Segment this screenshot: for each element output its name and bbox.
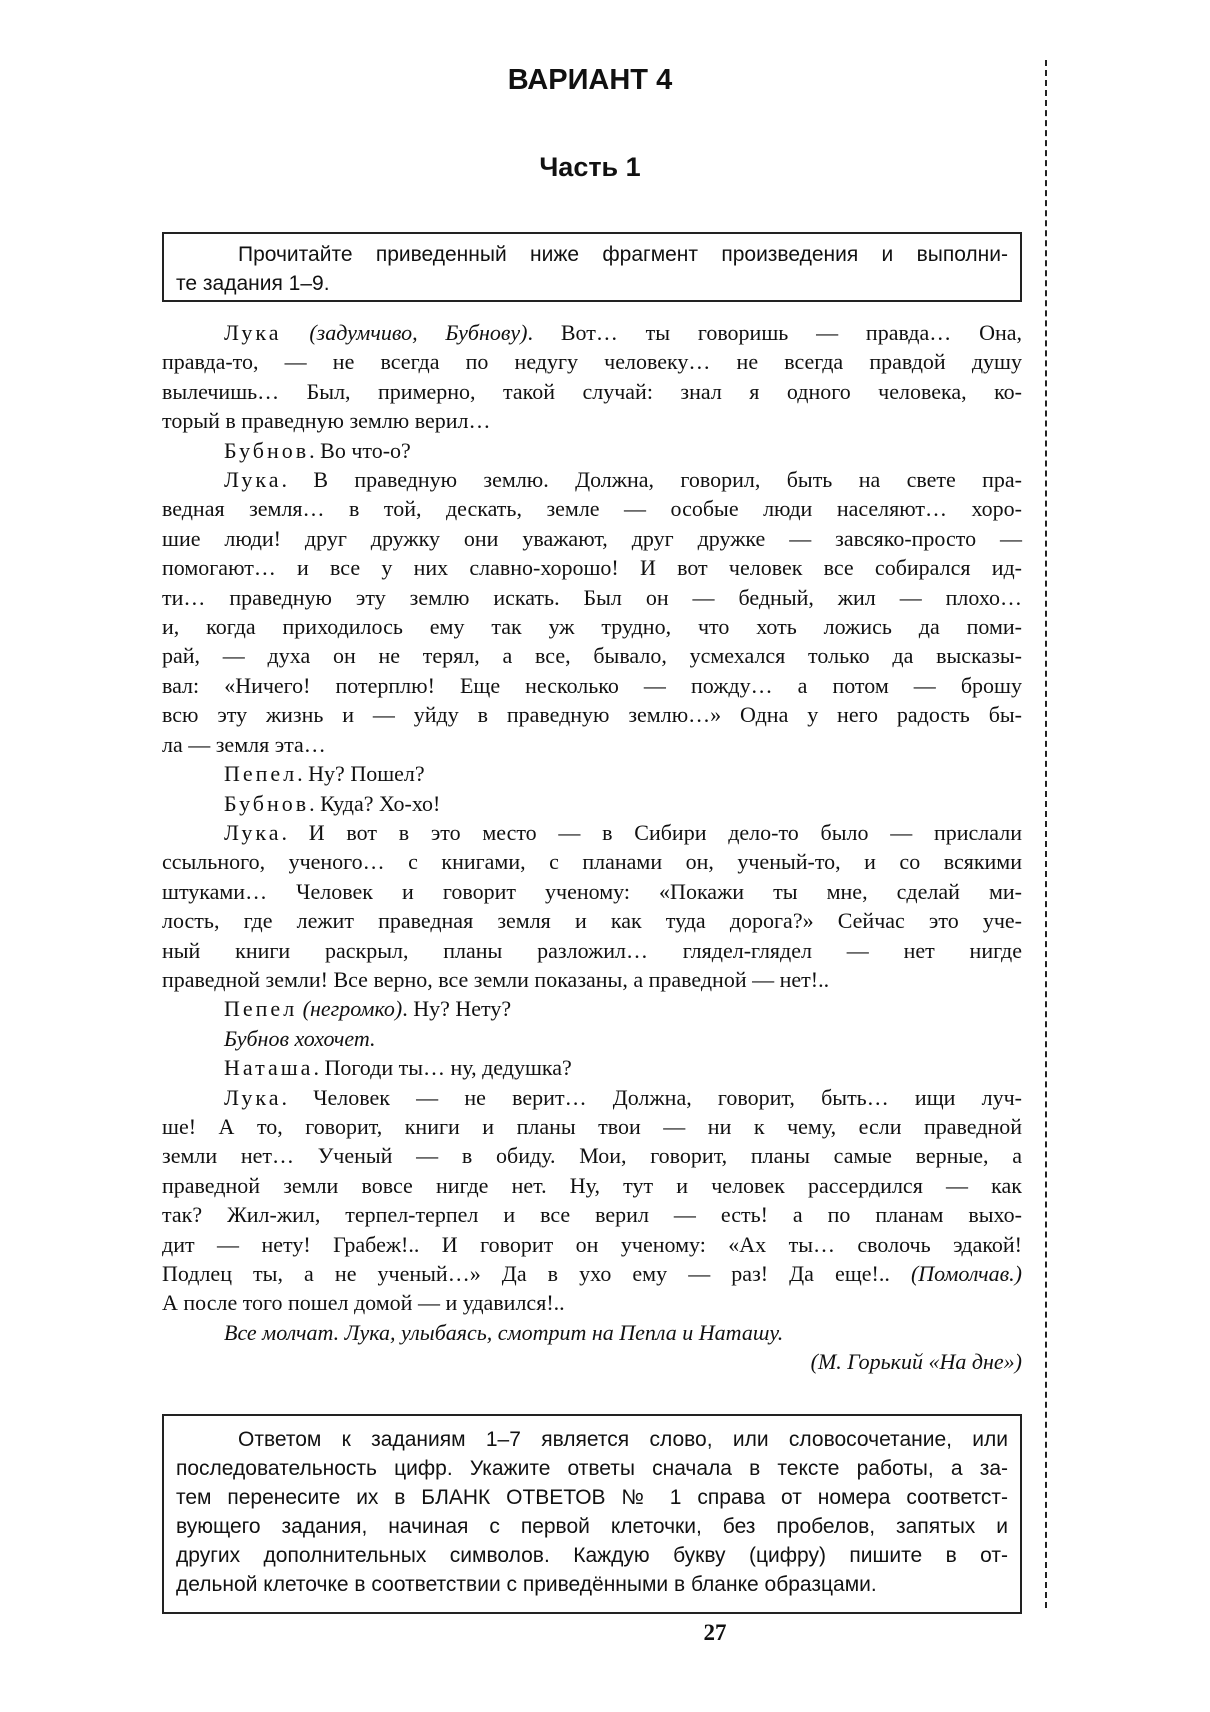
passage-line bbox=[162, 1318, 1022, 1347]
passage-line bbox=[162, 347, 1022, 376]
passage-line bbox=[162, 436, 1022, 465]
dialogue-paragraph bbox=[162, 759, 1022, 788]
passage-line bbox=[162, 818, 1022, 847]
passage-line bbox=[162, 1259, 1022, 1288]
speech-text: всю эту жизнь и — уйду в праведную землю…» Одна у него радость бы- bbox=[162, 702, 1022, 728]
speech-text: . Человек — не верит… Должна, говорит, быть… ищи луч- bbox=[281, 1084, 1022, 1110]
passage-line bbox=[162, 612, 1022, 641]
passage-line bbox=[162, 759, 1022, 788]
speaker-name: Наташа bbox=[224, 1055, 314, 1081]
speaker-name: Лука bbox=[224, 320, 282, 345]
passage-line bbox=[162, 583, 1022, 612]
instruction-line: те задания 1–9. bbox=[176, 272, 330, 295]
passage-line bbox=[162, 730, 1022, 759]
speaker-name: Лука bbox=[224, 467, 282, 493]
speech-text: земли нет… Ученый — в обиду. Мои, говорит, планы самые верные, а bbox=[162, 1143, 1022, 1169]
speech-text: ти… праведную эту землю искать. Был он — бедный, жил — плохо… bbox=[162, 584, 1022, 610]
part-title: Часть 1 bbox=[539, 152, 641, 182]
stage-direction: (задумчиво, Бубнову) bbox=[309, 320, 528, 345]
passage-line bbox=[162, 671, 1022, 700]
passage-line bbox=[162, 524, 1022, 553]
instruction-line: Прочитайте приведенный ниже фрагмент произведения и выполни- bbox=[238, 243, 1008, 266]
answer-instruction-line: дельной клеточке в соответствии с приведёнными в бланке образцами. bbox=[176, 1573, 877, 1596]
answer-instruction-line: других дополнительных символов. Каждую букву (цифру) пишите в от- bbox=[176, 1544, 1008, 1567]
passage-line bbox=[162, 700, 1022, 729]
passage-line bbox=[162, 1171, 1022, 1200]
cut-line bbox=[1045, 60, 1047, 1608]
speech-text: правда-то, — не всегда по недугу человеку… не всегда правдой душу bbox=[162, 349, 1022, 375]
speech-text: . В праведную землю. Должна, говорил, быть на свете пра- bbox=[281, 467, 1022, 493]
speech-text: вылечишь… Был, примерно, такой случай: знал я одного человека, ко- bbox=[162, 378, 1022, 404]
stage-direction: Бубнов хохочет. bbox=[224, 1025, 376, 1051]
speech-text: рай, — духа он не терял, а все, бывало, усмехался только да высказы- bbox=[162, 643, 1022, 669]
passage-line bbox=[162, 1200, 1022, 1229]
speech-text: праведной земли вовсе нигде нет. Ну, тут и человек рассердился — как bbox=[162, 1172, 1022, 1198]
speech-text: . Вот… ты говоришь — правда… Она, bbox=[527, 320, 1023, 345]
passage-line bbox=[162, 377, 1022, 406]
speech-text: . Ну? Нету? bbox=[402, 996, 512, 1022]
answer-instruction-line: Ответом к заданиям 1–7 является слово, или словосочетание, или bbox=[238, 1428, 1008, 1451]
dialogue-paragraph bbox=[162, 994, 1022, 1023]
passage-line bbox=[162, 1230, 1022, 1259]
passage-line bbox=[162, 936, 1022, 965]
passage-line bbox=[162, 1112, 1022, 1141]
speaker-name: Бубнов bbox=[224, 790, 310, 816]
dialogue-paragraph bbox=[162, 789, 1022, 818]
speech-text bbox=[282, 320, 310, 345]
speaker-name: Лука bbox=[224, 819, 282, 845]
speaker-name: Бубнов bbox=[224, 437, 310, 463]
passage-line bbox=[162, 465, 1022, 494]
speech-text: . Куда? Хо-хо! bbox=[309, 790, 441, 816]
passage-line bbox=[162, 1053, 1022, 1082]
passage-line bbox=[162, 1083, 1022, 1112]
passage-line bbox=[162, 641, 1022, 670]
answer-instructions-box bbox=[162, 1414, 1022, 1614]
speech-text: . Погоди ты… ну, дедушка? bbox=[313, 1055, 572, 1081]
speech-text: . И вот в это место — в Сибири дело-то было — прислали bbox=[281, 819, 1022, 845]
stage-direction: Все молчат. Лука, улыбаясь, смотрит на Пепла и Наташу. bbox=[224, 1319, 784, 1345]
dialogue-paragraph bbox=[162, 465, 1022, 759]
speech-text: Подлец ты, а не ученый…» Да в ухо ему — раз! Да еще!.. bbox=[162, 1261, 911, 1286]
speech-text: ше! А то, говорит, книги и планы твои — ни к чему, если праведной bbox=[162, 1113, 1022, 1139]
passage-line bbox=[162, 965, 1022, 994]
literary-passage bbox=[162, 318, 1022, 1377]
speech-text: ведная земля… в той, дескать, земле — особые люди населяют… хоро- bbox=[162, 496, 1022, 522]
page-number: 27 bbox=[703, 1620, 727, 1645]
speech-text: вал: «Ничего! потерплю! Еще несколько — пожду… а потом — брошу bbox=[162, 672, 1022, 698]
passage-line bbox=[162, 1288, 1022, 1317]
speech-text: ссыльного, ученого… с книгами, с планами он, ученый-то, и со всякими bbox=[162, 849, 1022, 875]
passage-line bbox=[162, 318, 1022, 347]
dialogue-paragraph bbox=[162, 1053, 1022, 1082]
speech-text: помогают… и все у них славно-хорошо! И вот человек все собирался ид- bbox=[162, 555, 1022, 581]
speech-text: . Ну? Пошел? bbox=[297, 761, 425, 787]
speech-text: шие люди! друг дружку они уважают, друг дружке — завсяко-просто — bbox=[162, 525, 1022, 551]
passage-line bbox=[162, 906, 1022, 935]
passage-line bbox=[162, 1024, 1022, 1053]
speaker-name: Пепел bbox=[224, 761, 298, 787]
dialogue-paragraph bbox=[162, 1083, 1022, 1318]
variant-title: ВАРИАНТ 4 bbox=[507, 64, 673, 96]
speaker-name: Пепел bbox=[224, 996, 298, 1022]
speech-text: и, когда приходилось ему так уж трудно, что хоть ложись да поми- bbox=[162, 614, 1022, 640]
stage-direction: (негромко) bbox=[302, 996, 403, 1022]
passage-line bbox=[162, 789, 1022, 818]
passage-line bbox=[162, 553, 1022, 582]
speech-text: праведной земли! Все верно, все земли показаны, а праведной — нет!.. bbox=[162, 966, 830, 992]
instruction-box bbox=[162, 232, 1022, 302]
passage-line bbox=[162, 494, 1022, 523]
dialogue-paragraph bbox=[162, 1024, 1022, 1053]
speech-text: штуками… Человек и говорит ученому: «Покажи ты мне, сделай ми- bbox=[162, 878, 1022, 904]
speech-text: торый в праведную землю верил… bbox=[162, 408, 491, 434]
dialogue-paragraph bbox=[162, 318, 1022, 436]
speaker-name: Лука bbox=[224, 1084, 282, 1110]
speech-text: А после того пошел домой — и удавился!.. bbox=[162, 1290, 565, 1316]
dialogue-paragraph bbox=[162, 436, 1022, 465]
speech-text: . Во что-о? bbox=[309, 437, 411, 463]
dialogue-paragraph bbox=[162, 1318, 1022, 1347]
passage-line bbox=[162, 994, 1022, 1023]
speech-text: лость, где лежит праведная земля и как туда дорога?» Сейчас это уче- bbox=[162, 908, 1022, 934]
answer-instruction-line: последовательность цифр. Укажите ответы сначала в тексте работы, а за- bbox=[176, 1457, 1008, 1480]
passage-line bbox=[162, 877, 1022, 906]
passage-line bbox=[162, 406, 1022, 435]
stage-direction: (Помолчав.) bbox=[910, 1261, 1022, 1286]
answer-instruction-line: вующего задания, начиная с первой клеточки, без пробелов, запятых и bbox=[176, 1515, 1008, 1538]
answer-instruction-line: тем перенесите их в БЛАНК ОТВЕТОВ № 1 справа от номера соответст- bbox=[176, 1486, 1008, 1509]
passage-line bbox=[162, 847, 1022, 876]
dialogue-paragraph bbox=[162, 818, 1022, 994]
attribution: (М. Горький «На дне») bbox=[810, 1349, 1022, 1375]
speech-text: дит — нету! Грабеж!.. И говорит он ученому: «Ах ты… сволочь эдакой! bbox=[162, 1231, 1022, 1257]
speech-text: ный книги раскрыл, планы разложил… глядел-глядел — нет нигде bbox=[162, 937, 1022, 963]
speech-text: так? Жил-жил, терпел-терпел и все верил — есть! а по планам выхо- bbox=[162, 1202, 1022, 1228]
passage-line bbox=[162, 1141, 1022, 1170]
speech-text: ла — земля эта… bbox=[162, 731, 326, 757]
